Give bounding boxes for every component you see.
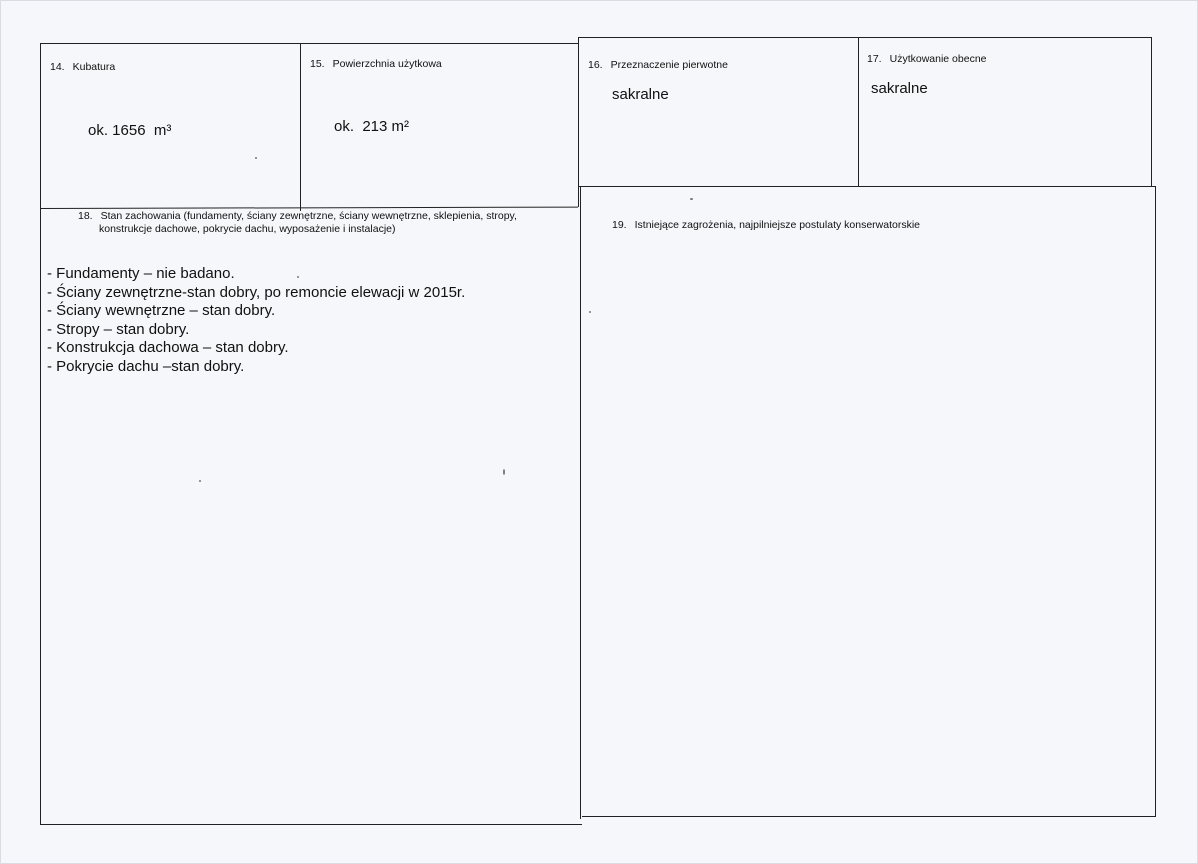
field-15-number: 15. [310, 58, 325, 70]
field-14-value-unit: m³ [153, 122, 172, 139]
field-16-number: 16. [588, 59, 603, 71]
field-17-value: sakralne [871, 80, 928, 97]
condition-item: - Ściany zewnętrzne-stan dobry, po remoncie elewacji w 2015r. [47, 283, 466, 301]
divider-15-16 [578, 37, 579, 207]
field-15-title: Powierzchnia użytkowa [332, 58, 442, 70]
frame-top-left [40, 43, 578, 44]
condition-item: - Ściany wewnętrzne – stan dobry. [47, 302, 276, 319]
field-14-value-prefix: ok. 1656 [88, 122, 146, 139]
scan-speck [503, 469, 505, 475]
field-15-value: ok. 213 m² [334, 118, 410, 135]
field-16-label [588, 59, 728, 72]
row-divider-left [40, 207, 578, 209]
scan-speck [199, 480, 201, 482]
condition-item: - Stropy – stan dobry. [47, 320, 190, 338]
condition-item: - Pokrycie dachu –stan dobry. [47, 357, 245, 375]
field-18-number: 18. [78, 210, 93, 222]
scan-speck [255, 157, 257, 159]
field-17-label [867, 53, 987, 66]
frame-top-right [578, 37, 1151, 38]
field-14-label [50, 61, 115, 74]
field-17-title: Użytkowanie obecne [889, 53, 987, 65]
field-17-number: 17. [867, 53, 882, 65]
field-18-label [72, 210, 572, 236]
field-15-label [310, 58, 442, 71]
field-14-value [88, 122, 171, 139]
frame-left [40, 43, 41, 825]
row-divider-right [578, 186, 1155, 187]
divider-14-15 [300, 43, 301, 211]
field-18-title-line1: Stan zachowania (fundamenty, ściany zewnętrzne, ściany wewnętrzne, sklepienia, stropy, [100, 210, 517, 222]
frame-right [1151, 37, 1152, 187]
frame-bottom-right [582, 816, 1156, 817]
field-14-title: Kubatura [72, 61, 116, 73]
divider-18-19 [580, 187, 581, 819]
scan-speck [589, 311, 591, 313]
field-14-number: 14. [50, 61, 65, 73]
scan-speck [297, 276, 299, 278]
field-18-title-line2: konstrukcje dachowe, pokrycie dachu, wyposażenie i instalacje) [99, 223, 396, 235]
field-16-title: Przeznaczenie pierwotne [610, 59, 728, 71]
field-16-value: sakralne [612, 86, 669, 103]
field-18-condition-list [47, 265, 465, 376]
condition-item: - Konstrukcja dachowa – stan dobry. [47, 339, 289, 356]
field-19-number: 19. [612, 219, 627, 231]
condition-item: - Fundamenty – nie badano. [47, 265, 235, 282]
frame-bottom-left [40, 824, 582, 825]
field-19-title: Istniejące zagrożenia, najpilniejsze postulaty konserwatorskie [634, 219, 921, 231]
field-19-label [612, 219, 920, 232]
divider-16-17 [858, 37, 859, 187]
scan-speck [690, 198, 693, 200]
frame-right-lower [1155, 186, 1156, 816]
